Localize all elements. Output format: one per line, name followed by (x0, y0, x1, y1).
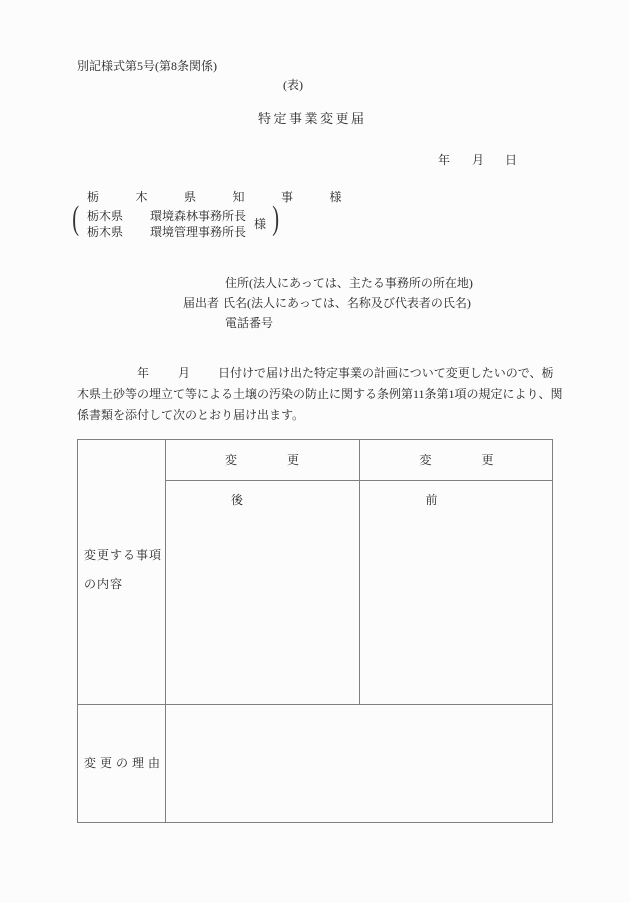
prefecture-label: 栃木県 (87, 209, 124, 223)
body-paragraph-line-1 (137, 366, 554, 380)
addressee-office-line-2 (87, 225, 246, 239)
column-header-before-change: 変更前 (419, 453, 544, 507)
office-label: 環境管理事務所長 (150, 225, 247, 239)
bracket-honorific: 様 (254, 217, 267, 231)
page-title: 特定事業変更届 (258, 111, 367, 126)
name-label: 氏名(法人にあっては、名称及び代表者の氏名) (223, 296, 471, 310)
body-line1-text: 日付けで届け出た特定事業の計画について変更したいので、栃 (218, 366, 554, 380)
row-label-items-to-change-line-2: の内容 (84, 577, 124, 591)
declarant-reporter-line (183, 296, 471, 310)
declarant-phone-label: 電話番号 (225, 316, 274, 330)
change-table (77, 439, 553, 823)
body-month-label: 月 (178, 366, 191, 380)
bracket-close-paren: ) (272, 200, 280, 237)
body-paragraph-line-2: 木県土砂等の埋立て等による土壌の汚染の防止に関する条例第11条第1項の規定により、関 (77, 387, 563, 401)
cell-after-change-blank (166, 481, 359, 704)
form-number: 別記様式第5号(第8条関係) (77, 59, 217, 73)
date-month-label: 月 (472, 153, 485, 167)
body-year-label: 年 (137, 366, 150, 380)
bracket-open-paren: ( (72, 200, 80, 237)
addressee-governor: 栃木県知事様 (87, 190, 379, 204)
addressee-office-line-1 (87, 209, 246, 223)
office-label: 環境森林事務所長 (150, 209, 247, 223)
column-header-after-change: 変更後 (224, 453, 349, 507)
prefecture-label: 栃木県 (87, 225, 124, 239)
reporter-label: 届出者 (183, 296, 220, 310)
cell-reason-blank (166, 705, 553, 823)
row-label-reason-for-change: 変更の理由 (84, 756, 165, 770)
declarant-address-label: 住所(法人にあっては、主たる事務所の所在地) (225, 276, 473, 290)
date-day-label: 日 (505, 153, 518, 167)
date-year-label: 年 (438, 153, 451, 167)
date-line (438, 153, 517, 167)
page-side-label: (表) (283, 78, 303, 92)
cell-before-change-blank (360, 481, 553, 704)
body-paragraph-line-3: 係書類を添付して次のとおり届け出ます。 (77, 408, 305, 422)
row-label-items-to-change-line-1: 変更する事項 (84, 548, 163, 562)
